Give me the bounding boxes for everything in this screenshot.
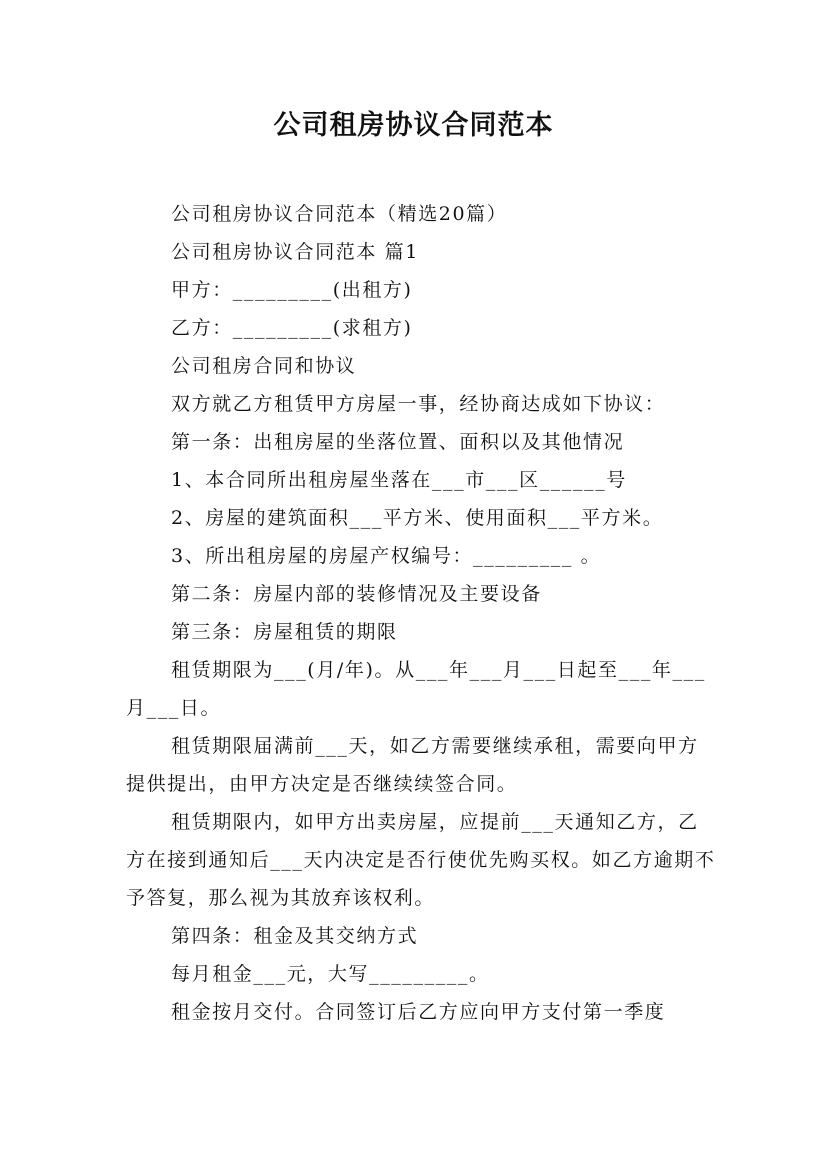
paragraph-agreement-intro: 双方就乙方租赁甲方房屋一事，经协商达成如下协议：	[171, 393, 666, 415]
paragraph-lease-sale: 租赁期限内，如甲方出卖房屋，应提前___天通知乙方，乙方在接到通知后___天内决定是否行使优先购买权。如乙方逾期不予答复，那么视为其放弃该权利。	[126, 811, 716, 909]
paragraph-party-a: 甲方：_________(出租方)	[171, 279, 413, 301]
paragraph-party-b: 乙方：_________(求租方)	[171, 317, 413, 339]
paragraph-contract-name: 公司租房合同和协议	[171, 355, 357, 377]
paragraph-article-heading: 公司租房协议合同范本 篇1	[171, 241, 419, 263]
paragraph-collection-heading: 公司租房协议合同范本（精选20篇）	[171, 203, 508, 225]
paragraph-lease-term: 租赁期限为___(月/年)。从___年___月___日起至___年___月___日。	[126, 659, 706, 719]
paragraph-clause-2-heading: 第二条：房屋内部的装修情况及主要设备	[171, 583, 542, 605]
paragraph-clause-1-item-2: 2、房屋的建筑面积___平方米、使用面积___平方米。	[171, 507, 664, 529]
paragraph-lease-renewal: 租赁期限届满前___天，如乙方需要继续承租，需要向甲方提供提出，由甲方决定是否继续续签合同。	[126, 735, 699, 795]
document-title: 公司租房协议合同范本	[273, 110, 554, 141]
paragraph-clause-3-heading: 第三条：房屋租赁的期限	[171, 621, 398, 643]
paragraph-clause-4-heading: 第四条：租金及其交纳方式	[171, 925, 419, 947]
paragraph-monthly-rent: 每月租金___元，大写_________。	[171, 963, 490, 985]
paragraph-clause-1-heading: 第一条：出租房屋的坐落位置、面积以及其他情况	[171, 431, 625, 453]
document-body	[126, 195, 716, 1031]
paragraph-rent-payment: 租金按月交付。合同签订后乙方应向甲方支付第一季度	[171, 1001, 666, 1023]
paragraph-clause-1-item-3: 3、所出租房屋的房屋产权编号：_________ 。	[171, 545, 602, 567]
paragraph-clause-1-item-1: 1、本合同所出租房屋坐落在___市___区______号	[171, 469, 627, 491]
